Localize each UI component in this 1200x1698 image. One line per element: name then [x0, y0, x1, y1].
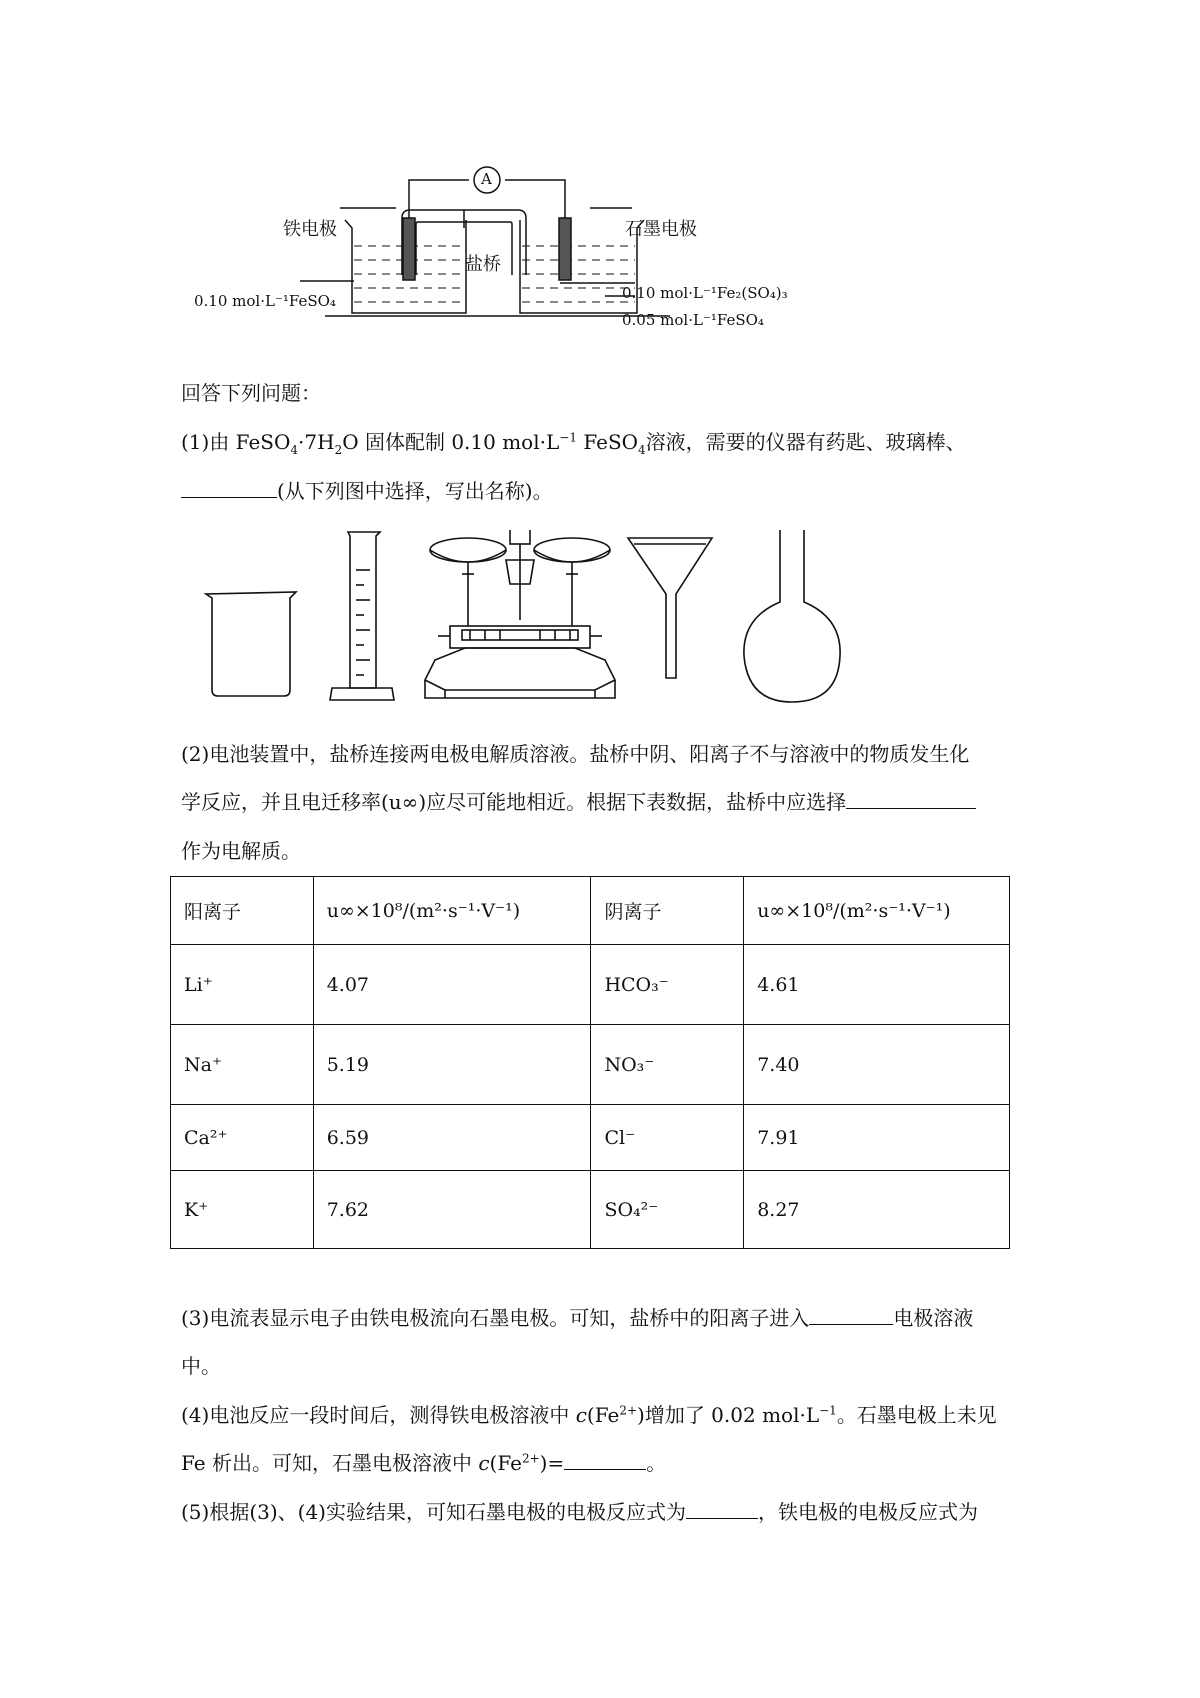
answer-blank-1[interactable]	[181, 479, 277, 498]
table-row	[171, 945, 1010, 1025]
table-cell: NO₃⁻	[591, 1025, 744, 1105]
iron-electrode-label: 铁电极	[283, 219, 337, 240]
table-header-row	[171, 877, 1010, 945]
table-cell: HCO₃⁻	[591, 945, 744, 1025]
question-5-line-1: (5)根据(3)、(4)实验结果，可知石墨电极的电极反应式为 ，铁电极的电极反应式为	[181, 1500, 978, 1524]
table-cell: 6.59	[313, 1105, 591, 1171]
question-2-line-1: (2)电池装置中，盐桥连接两电极电解质溶液。盐桥中阴、阳离子不与溶液中的物质发生化	[181, 742, 970, 766]
question-3-line-2: 中。	[181, 1354, 221, 1378]
mobility-table	[170, 876, 1010, 1249]
table-cell: K⁺	[171, 1171, 314, 1249]
table-cell: 7.62	[313, 1171, 591, 1249]
table-row	[171, 1105, 1010, 1171]
answer-blank-5[interactable]	[686, 1500, 758, 1519]
table-header: 阴离子	[591, 877, 744, 945]
table-cell: SO₄²⁻	[591, 1171, 744, 1249]
round-flask-icon	[744, 530, 840, 702]
question-1-line-2: (从下列图中选择，写出名称)。	[181, 479, 553, 503]
balance-icon	[425, 530, 615, 698]
funnel-icon	[628, 538, 712, 678]
beaker-icon	[206, 592, 296, 696]
answer-blank-2[interactable]	[846, 790, 976, 809]
table-cell: Na⁺	[171, 1025, 314, 1105]
answer-blank-3[interactable]	[809, 1306, 893, 1325]
table-cell: Cl⁻	[591, 1105, 744, 1171]
table-header: 阳离子	[171, 877, 314, 945]
question-3-line-1: (3)电流表显示电子由铁电极流向石墨电极。可知，盐桥中的阳离子进入 电极溶液	[181, 1306, 974, 1330]
table-cell: 4.07	[313, 945, 591, 1025]
table-cell: Li⁺	[171, 945, 314, 1025]
table-cell: 8.27	[744, 1171, 1010, 1249]
ammeter-label: A	[481, 170, 492, 188]
table-row	[171, 1025, 1010, 1105]
intro-text: 回答下列问题：	[181, 381, 321, 405]
left-solution-label: 0.10 mol·L⁻¹FeSO₄	[194, 292, 336, 310]
table-cell: 4.61	[744, 945, 1010, 1025]
right-solution-label-1: 0.10 mol·L⁻¹Fe₂(SO₄)₃	[622, 284, 788, 302]
right-solution-label-2: 0.05 mol·L⁻¹FeSO₄	[622, 311, 764, 329]
table-cell: 5.19	[313, 1025, 591, 1105]
question-4-line-2: Fe 析出。可知，石墨电极溶液中 $c(Fe^{2+})=$ 。	[181, 1451, 667, 1475]
question-2-line-2: 学反应，并且电迁移率(u∞)应尽可能地相近。根据下表数据，盐桥中应选择	[181, 790, 976, 814]
table-header: u∞×10⁸/(m²·s⁻¹·V⁻¹)	[744, 877, 1010, 945]
table-cell: 7.40	[744, 1025, 1010, 1105]
table-cell: Ca²⁺	[171, 1105, 314, 1171]
table-header: u∞×10⁸/(m²·s⁻¹·V⁻¹)	[313, 877, 591, 945]
question-4-line-1: (4)电池反应一段时间后，测得铁电极溶液中 $c(Fe^{2+})$增加了 0.02 $mol\cdot L^{-1}$。石墨电极上未见	[181, 1403, 997, 1427]
apparatus-images	[200, 530, 920, 710]
graduated-cylinder-icon	[330, 532, 394, 700]
question-1-line-1: (1)由 $FeSO_4\cdot 7H_2O$ 固体配制 0.10 $mol\cdot L^{-1}$ FeSO$_4$溶液，需要的仪器有药匙、玻璃棒、	[181, 430, 966, 457]
answer-blank-4[interactable]	[564, 1451, 646, 1470]
graphite-electrode-label: 石墨电极	[625, 219, 697, 240]
salt-bridge-label: 盐桥	[465, 254, 501, 275]
question-2-line-3: 作为电解质。	[181, 839, 301, 863]
table-row	[171, 1171, 1010, 1249]
table-cell: 7.91	[744, 1105, 1010, 1171]
